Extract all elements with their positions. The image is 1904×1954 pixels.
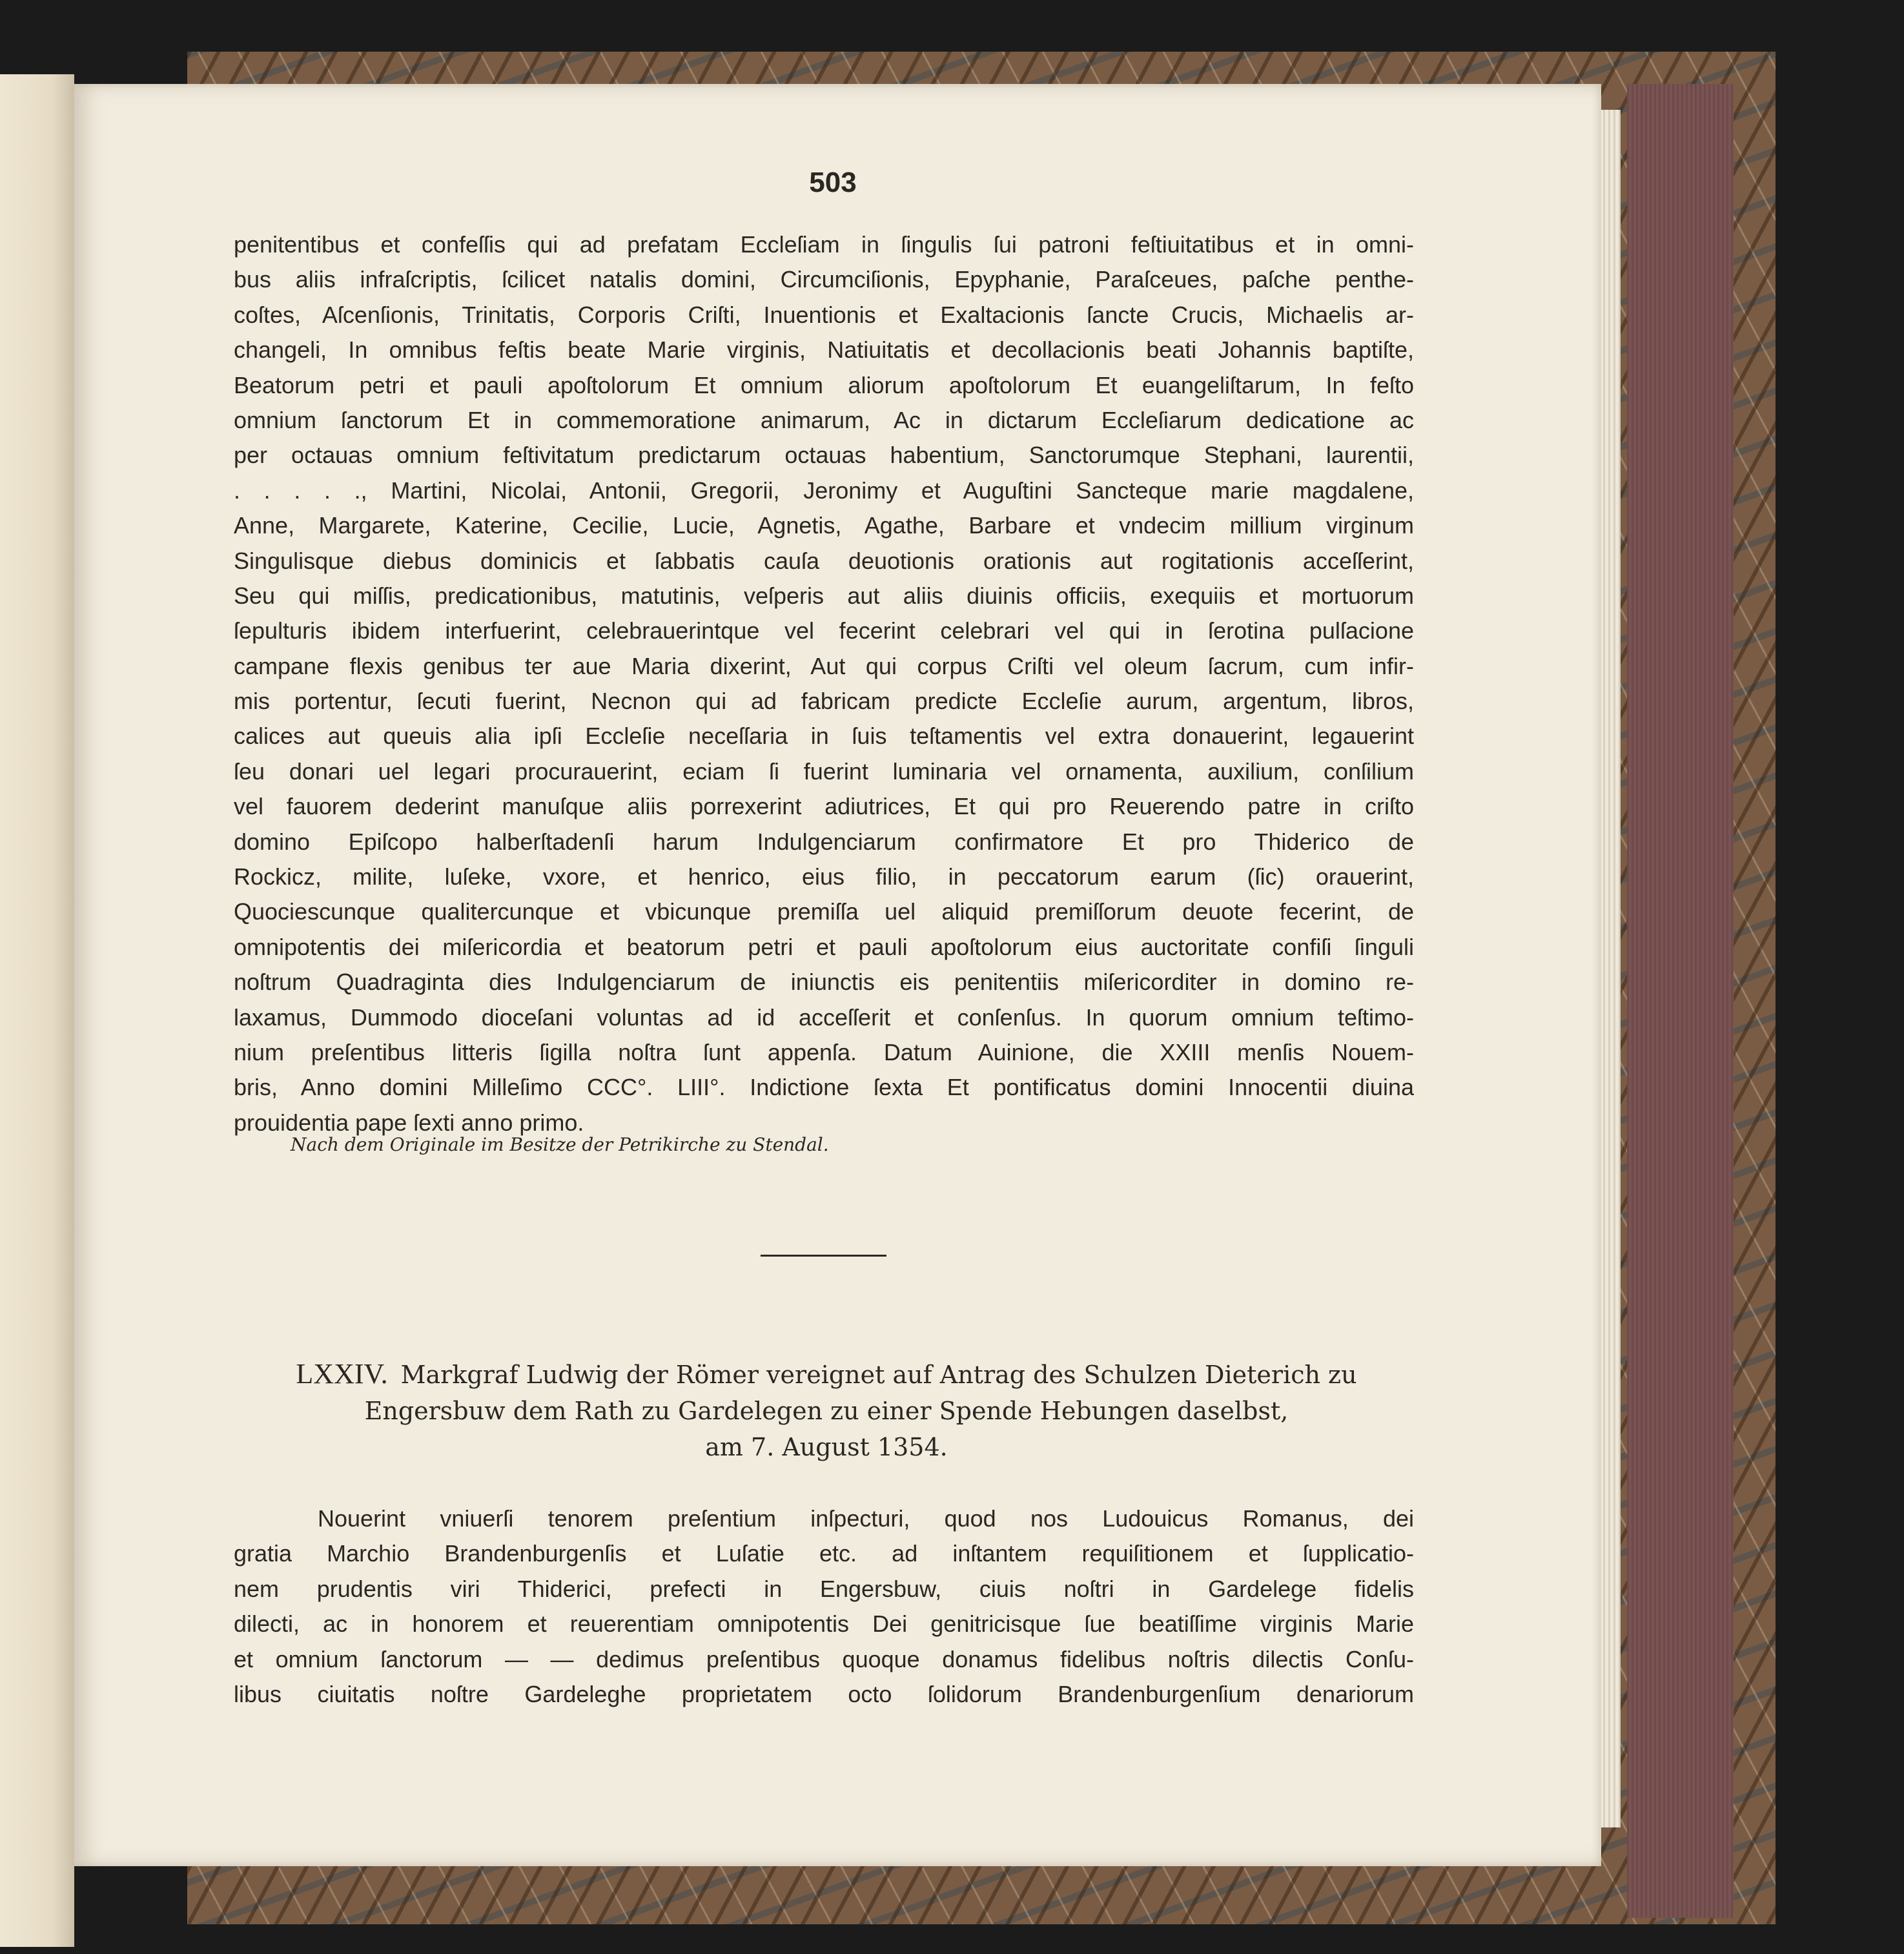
text-line: nium preſentibus litteris ſigilla noſtra ſunt appenſa. Datum Auinione, die XXIII menſis Nouem-	[234, 1038, 1414, 1065]
heading-text: Markgraf Ludwig der Römer vereignet auf Antrag des Schulzen Dieterich zu	[400, 1361, 1357, 1389]
text-line: Singulisque diebus dominicis et ſabbatis cauſa deuotionis orationis aut rogitationis acceſſerint,	[234, 547, 1414, 574]
paragraph-indulgence	[234, 227, 1414, 1140]
heading-line-1	[245, 1356, 1408, 1393]
text-line: prouidentia pape ſexti anno primo.	[234, 1109, 584, 1136]
text-line: mis portentur, ſecuti fuerint, Necnon qui ad fabricam predicte Eccleſie aurum, argentum, libros,	[234, 688, 1414, 715]
source-note: Nach dem Originale im Besitze der Petrikirche zu Stendal.	[291, 1134, 829, 1155]
text-line: changeli, In omnibus feſtis beate Marie virginis, Natiuitatis et decollacionis beati Johannis baptiſte,	[234, 336, 1414, 364]
text-line: bus aliis infraſcriptis, ſcilicet natalis domini, Circumciſionis, Epyphanie, Paraſceues, paſche penthe-	[234, 266, 1414, 293]
text-line: . . . . ., Martini, Nicolai, Antonii, Gregorii, Jeronimy et Auguſtini Sancteque marie magdalene,	[234, 477, 1414, 504]
text-line: ſeu donari uel legari procurauerint, eciam ſi fuerint luminaria vel ornamenta, auxilium, conſilium	[234, 757, 1414, 785]
heading-line-3: am 7. August 1354.	[705, 1433, 948, 1461]
text-line: omnipotentis dei miſericordia et beatorum petri et pauli apoſtolorum eius auctoritate confiſi ſinguli	[234, 933, 1414, 960]
text-line: ſepulturis ibidem interfuerint, celebrauerintque vel fecerint celebrari vel qui in ſerotina pulſacione	[234, 617, 1414, 644]
left-page-margin	[0, 74, 74, 1947]
book-cover-edge	[1627, 84, 1734, 1918]
text-line: Rockicz, milite, luſeke, vxore, et henrico, eius filio, in peccatorum earum (ſic) orauerint,	[234, 863, 1414, 890]
text-line: Nouerint vniuerſi tenorem preſentium inſpecturi, quod nos Ludouicus Romanus, dei	[318, 1505, 1414, 1532]
text-line: bris, Anno domini Milleſimo CCC°. LIII°. Indictione ſexta Et pontificatus domini Innocentii diuina	[234, 1074, 1414, 1101]
text-line: vel fauorem dederint manuſque aliis porrexerint adiutrices, Et qui pro Reuerendo patre in criſto	[234, 793, 1414, 820]
text-line: noſtrum Quadraginta dies Indulgenciarum de iniunctis eis penitentiis miſericorditer in domino re-	[234, 969, 1414, 996]
text-line: gratia Marchio Brandenburgenſis et Luſatie etc. ad inſtantem requiſitionem et ſupplicatio-	[234, 1540, 1414, 1567]
text-line: penitentibus et confeſſis qui ad prefatam Eccleſiam in ſingulis ſui patroni feſtiuitatibus et in omni-	[234, 231, 1414, 258]
document-heading	[245, 1356, 1408, 1465]
text-line: libus ciuitatis noſtre Gardeleghe proprietatem octo ſolidorum Brandenburgenſium denariorum	[234, 1680, 1414, 1707]
text-line: per octauas omnium feſtivitatum predictarum octauas habentium, Sanctorumque Stephani, laurentii,	[234, 442, 1414, 469]
section-divider	[761, 1255, 886, 1257]
page-number: 503	[809, 167, 857, 198]
paragraph-grant	[234, 1501, 1414, 1712]
text-line: calices aut queuis alia ipſi Eccleſie neceſſaria in ſuis teſtamentis vel extra donauerint, legauerint	[234, 723, 1414, 750]
text-line: dilecti, ac in honorem et reuerentiam omnipotentis Dei genitricisque ſue beatiſſime virginis Marie	[234, 1610, 1414, 1638]
heading-line-2: Engersbuw dem Rath zu Gardelegen zu einer Spende Hebungen daselbst,	[364, 1397, 1289, 1425]
text-line: campane flexis genibus ter aue Maria dixerint, Aut qui corpus Criſti vel oleum ſacrum, cum infir-	[234, 652, 1414, 679]
text-line: omnium ſanctorum Et in commemoratione animarum, Ac in dictarum Eccleſiarum dedicatione ac	[234, 406, 1414, 433]
text-line: coſtes, Aſcenſionis, Trinitatis, Corporis Criſti, Inuentionis et Exaltacionis ſancte Crucis, Michaelis ar-	[234, 301, 1414, 328]
text-line: Seu qui miſſis, predicationibus, matutinis, veſperis aut aliis diuinis officiis, exequiis et mortuorum	[234, 582, 1414, 609]
text-line: Anne, Margarete, Katerine, Cecilie, Lucie, Agnetis, Agathe, Barbare et vndecim millium virginum	[234, 512, 1414, 539]
document-number: LXXIV.	[296, 1358, 388, 1390]
text-line: Quociescunque qualitercunque et vbicunque premiſſa uel aliquid premiſſorum deuote fecerint, de	[234, 898, 1414, 925]
text-line: laxamus, Dummodo dioceſani voluntas ad id acceſſerit et conſenſus. In quorum omnium teſtimo-	[234, 1003, 1414, 1031]
text-line: et omnium ſanctorum — — dedimus preſentibus quoque donamus fidelibus noſtris dilectis Conſu-	[234, 1645, 1414, 1672]
text-line: nem prudentis viri Thiderici, prefecti in Engersbuw, ciuis noſtri in Gardelege fidelis	[234, 1575, 1414, 1602]
text-line: Beatorum petri et pauli apoſtolorum Et omnium aliorum apoſtolorum Et euangeliſtarum, In feſto	[234, 371, 1414, 398]
text-line: domino Epiſcopo halberſtadenſi harum Indulgenciarum confirmatore Et pro Thiderico de	[234, 828, 1414, 855]
